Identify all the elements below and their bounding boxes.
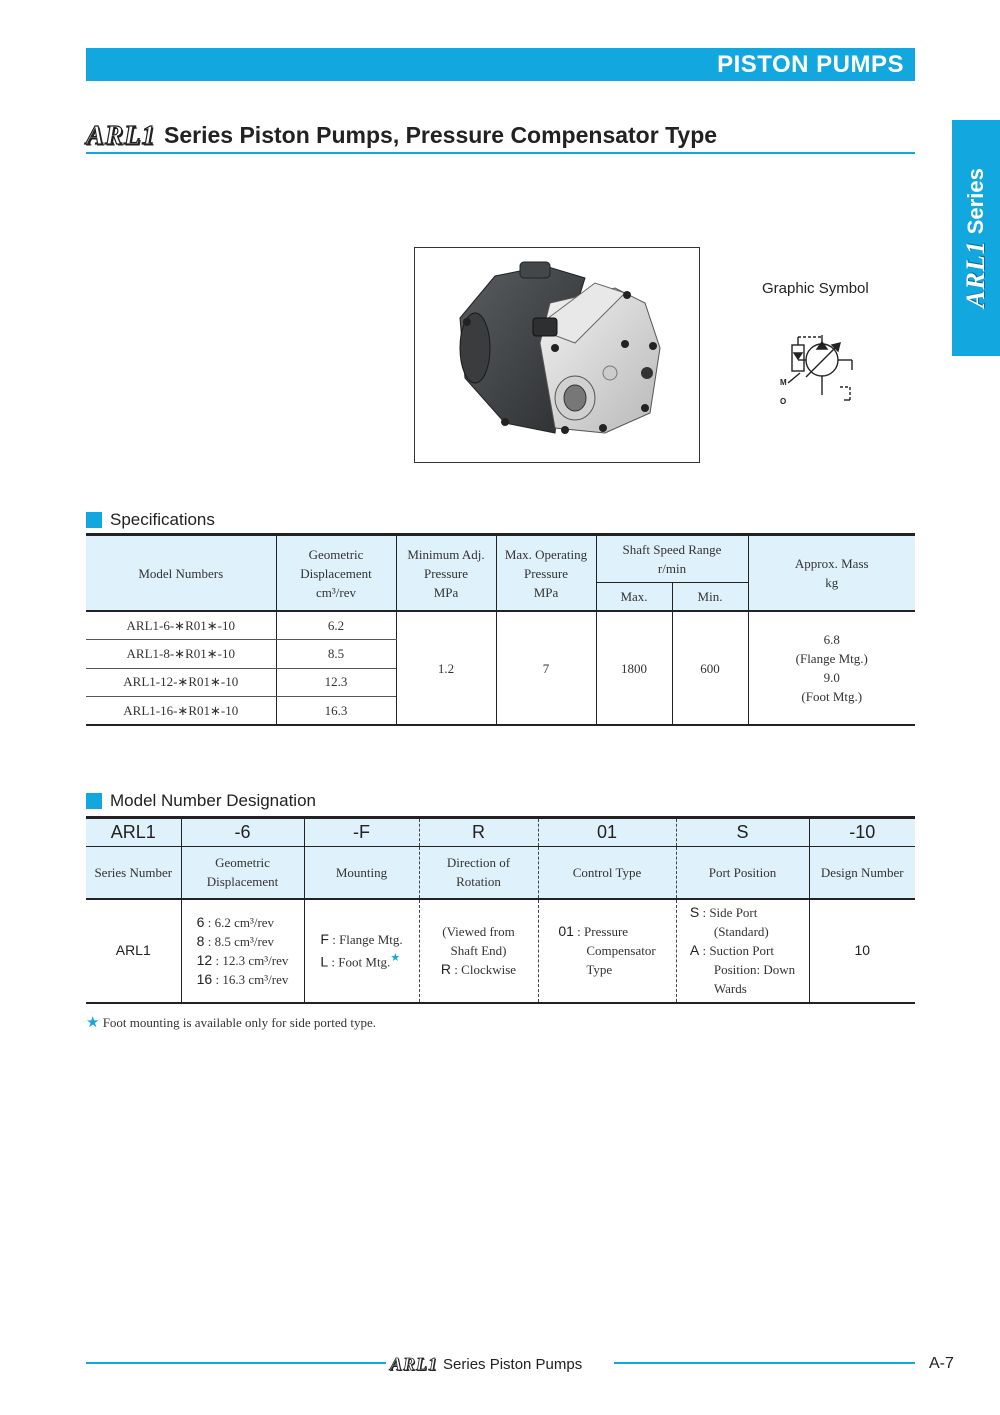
header-control-type: Control Type [538, 847, 676, 899]
product-photo [414, 247, 700, 463]
footer-logo: ARL1 [390, 1354, 439, 1374]
code-rotation: R [419, 818, 538, 847]
side-tab-label: Series [963, 168, 988, 235]
port-label-m: M [780, 378, 787, 387]
footer-rule-left [86, 1362, 386, 1364]
banner-title: PISTON PUMPS [717, 51, 904, 78]
star-icon: ★ [86, 1015, 100, 1031]
header-min-pressure: Minimum Adj. Pressure MPa [396, 535, 496, 612]
model-designation-heading [86, 791, 316, 811]
series-logo: ARL1 [86, 119, 157, 150]
code-design: -10 [809, 818, 915, 847]
model-designation-heading-text: Model Number Designation [110, 791, 316, 810]
max-pressure-value: 7 [496, 611, 596, 725]
footer-rule-right [614, 1362, 915, 1364]
port-options: S : Side Port (Standard) A : Suction Port Position: Down Wards [676, 899, 809, 1003]
code-port: S [676, 818, 809, 847]
header-max-pressure: Max. Operating Pressure MPa [496, 535, 596, 612]
displacement-value: 12.3 [276, 668, 396, 697]
page-title [86, 118, 915, 154]
displacement-value: 16.3 [276, 697, 396, 726]
side-tab-logo: ARL1 [961, 240, 990, 308]
specifications-table [86, 533, 915, 726]
header-mass: Approx. Mass kg [748, 535, 915, 612]
control-options: 01 : Pressure Compensator Type [538, 899, 676, 1003]
model-designation-table [86, 816, 915, 1004]
code-series: ARL1 [86, 818, 181, 847]
section-banner [86, 48, 915, 81]
header-model-numbers: Model Numbers [86, 535, 276, 612]
code-mounting: -F [304, 818, 419, 847]
piston-pump-image [415, 248, 698, 461]
page-title-text: Series Piston Pumps, Pressure Compensator Type [164, 121, 718, 148]
design-number-value: 10 [809, 899, 915, 1003]
model-number: ARL1-16-∗R01∗-10 [123, 702, 239, 718]
star-icon: ★ [390, 951, 401, 964]
side-series-tab[interactable] [952, 120, 1000, 356]
graphic-symbol-label: Graphic Symbol [762, 280, 869, 297]
header-port-position: Port Position [676, 847, 809, 899]
header-series-number: Series Number [86, 847, 181, 899]
speed-max-value: 1800 [596, 611, 672, 725]
footer-title [390, 1354, 582, 1375]
displacement-options: 6 : 6.2 cm³/rev 8 : 8.5 cm³/rev 12 : 12.3 cm³/rev 16 : 16.3 cm³/rev [181, 899, 304, 1003]
header-speed-min: Min. [672, 583, 748, 612]
footnote-text: Foot mounting is available only for side ported type. [102, 1015, 377, 1030]
mass-value: 6.8 (Flange Mtg.) 9.0 (Foot Mtg.) [748, 611, 915, 725]
mounting-options: F : Flange Mtg. L : Foot Mtg.★ [304, 899, 419, 1003]
header-design-number: Design Number [809, 847, 915, 899]
model-number: ARL1-12-∗R01∗-10 [86, 668, 276, 697]
header-displacement: Geometric Displacement cm³/rev [276, 535, 396, 612]
model-number: ARL1-8-∗R01∗-10 [86, 640, 276, 669]
hydraulic-pump-symbol [770, 325, 870, 410]
displacement-value: 6.2 [276, 611, 396, 640]
port-label-o: O [780, 397, 787, 406]
page-number: A-7 [929, 1355, 954, 1372]
rotation-options: (Viewed from Shaft End) R : Clockwise [419, 899, 538, 1003]
header-shaft-speed: Shaft Speed Range r/min [596, 535, 748, 583]
specifications-heading-text: Specifications [110, 510, 215, 529]
code-control: 01 [538, 818, 676, 847]
header-speed-max: Max. [596, 583, 672, 612]
header-geometric-displacement: Geometric Displacement [181, 847, 304, 899]
header-mounting: Mounting [304, 847, 419, 899]
series-value: ARL1 [115, 942, 151, 958]
footer-text: Series Piston Pumps [443, 1356, 583, 1373]
footnote [86, 1013, 376, 1032]
model-number: ARL1-6-∗R01∗-10 [86, 611, 276, 640]
section-square-icon [86, 512, 102, 528]
min-pressure-value: 1.2 [396, 611, 496, 725]
header-direction-rotation: Direction of Rotation [419, 847, 538, 899]
section-square-icon [86, 793, 102, 809]
specifications-heading [86, 510, 215, 530]
code-displacement: -6 [181, 818, 304, 847]
table-row [86, 611, 915, 640]
displacement-value: 8.5 [276, 640, 396, 669]
speed-min-value: 600 [672, 611, 748, 725]
